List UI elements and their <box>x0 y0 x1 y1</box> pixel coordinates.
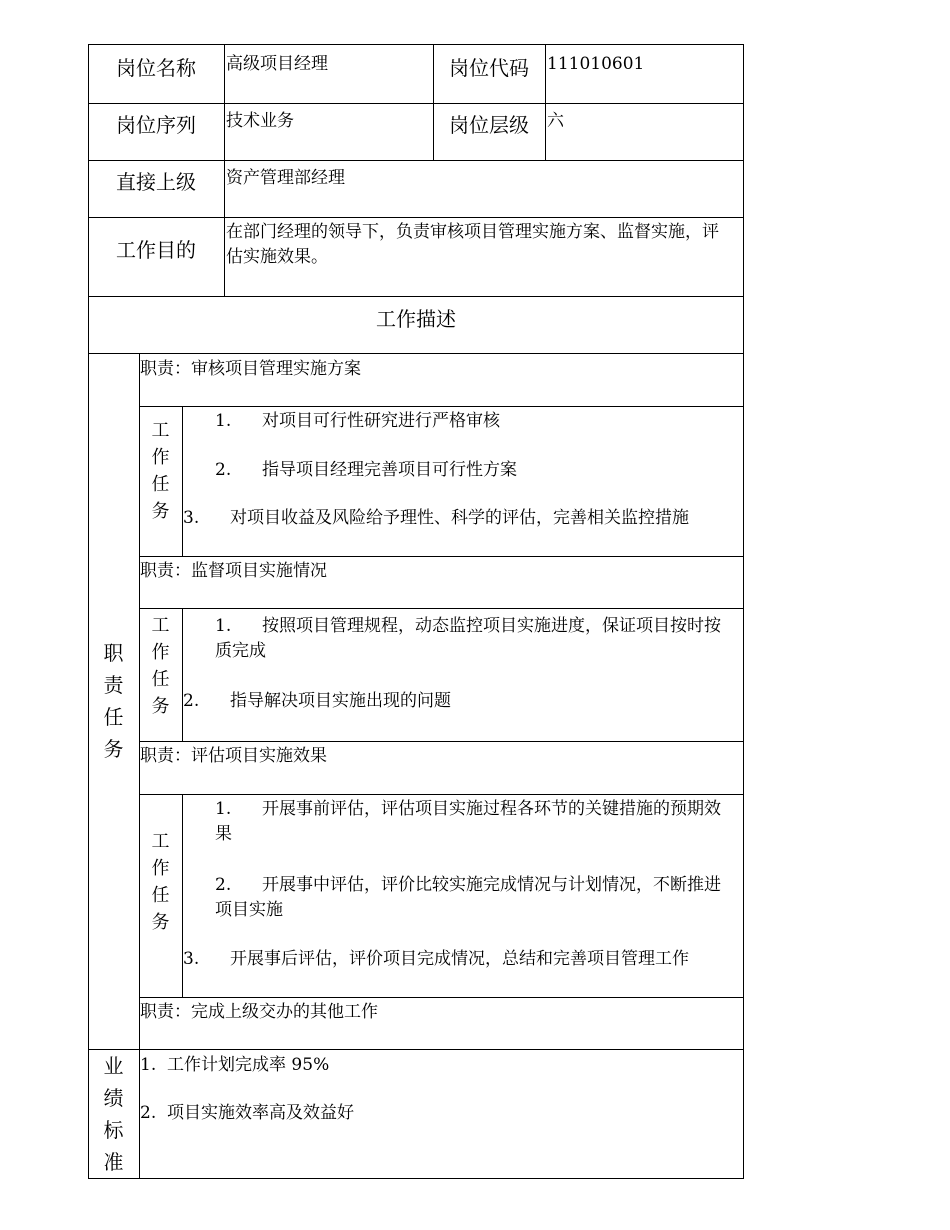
duties-label <box>88 353 139 1049</box>
task-number: 3. <box>183 949 200 969</box>
duty-title: 职责：评估项目实施效果 <box>140 746 327 766</box>
row-divider <box>88 296 744 297</box>
task-number: 2. <box>215 460 232 480</box>
task-text: 指导项目经理完善项目可行性方案 <box>262 460 517 480</box>
supervisor-value: 资产管理部经理 <box>226 168 345 188</box>
duties-label-char: 任 <box>103 705 124 729</box>
task-item <box>183 689 741 714</box>
task-label-char: 作 <box>151 642 170 663</box>
row-divider <box>88 160 744 161</box>
task-label <box>139 406 182 536</box>
duty-title: 职责：审核项目管理实施方案 <box>140 359 361 379</box>
task-number: 1. <box>215 799 232 819</box>
task-number: 2. <box>215 875 232 895</box>
row-divider <box>139 997 744 998</box>
position-name-label: 岗位名称 <box>116 56 196 80</box>
task-label-char: 务 <box>151 501 170 522</box>
task-number: 1. <box>215 616 232 636</box>
task-text: 开展事前评估，评估项目实施过程各环节的关键措施的预期效果 <box>215 799 721 844</box>
task-item <box>215 458 735 483</box>
task-item <box>183 947 741 972</box>
performance-label <box>88 1049 139 1179</box>
col-divider <box>182 406 183 556</box>
task-label-char: 作 <box>151 447 170 468</box>
row-divider <box>88 103 744 104</box>
performance-label-char: 业 <box>103 1054 124 1078</box>
task-label-char: 务 <box>151 912 170 933</box>
row-divider <box>88 353 744 354</box>
position-level-value: 六 <box>547 111 564 131</box>
duty-title: 职责：完成上级交办的其他工作 <box>140 1002 378 1022</box>
row-divider <box>139 406 744 407</box>
row-divider <box>139 741 744 742</box>
task-text: 按照项目管理规程，动态监控项目实施进度，保证项目按时按质完成 <box>215 616 721 661</box>
col-divider <box>182 608 183 741</box>
row-divider <box>139 556 744 557</box>
purpose-label: 工作目的 <box>116 238 196 262</box>
task-label-char: 务 <box>151 696 170 717</box>
task-label-char: 任 <box>151 885 170 906</box>
performance-item: 1. 工作计划完成率 95% <box>140 1055 330 1075</box>
task-label <box>139 608 182 724</box>
duties-label-char: 责 <box>103 673 124 697</box>
performance-label-char: 绩 <box>103 1086 124 1110</box>
performance-label-char: 标 <box>103 1118 124 1142</box>
task-number: 2. <box>183 691 200 711</box>
row-divider <box>88 217 744 218</box>
position-code-value: 111010601 <box>547 54 645 74</box>
task-label-char: 任 <box>151 669 170 690</box>
task-text: 开展事中评估，评价比较实施完成情况与计划情况，不断推进项目实施 <box>215 875 721 920</box>
task-label-char: 工 <box>151 831 170 852</box>
row-divider <box>139 608 744 609</box>
row-divider <box>88 1049 744 1050</box>
duties-label-char: 职 <box>103 641 124 665</box>
performance-label-char: 准 <box>103 1150 124 1174</box>
task-label-char: 工 <box>151 615 170 636</box>
position-level-label: 岗位层级 <box>449 113 529 137</box>
task-item <box>215 797 735 847</box>
task-text: 指导解决项目实施出现的问题 <box>230 691 451 711</box>
task-label-char: 作 <box>151 858 170 879</box>
col-divider <box>224 44 225 296</box>
purpose-value: 在部门经理的领导下，负责审核项目管理实施方案、监督实施，评估实施效果。 <box>226 222 719 267</box>
task-item <box>215 873 735 923</box>
position-name-value: 高级项目经理 <box>226 54 328 74</box>
task-item <box>215 409 735 434</box>
position-code-label: 岗位代码 <box>449 56 529 80</box>
row-divider <box>139 794 744 795</box>
col-divider <box>545 44 546 160</box>
position-series-label: 岗位序列 <box>116 113 196 137</box>
supervisor-label: 直接上级 <box>116 170 196 194</box>
description-title: 工作描述 <box>376 307 456 331</box>
duties-label-char: 务 <box>103 737 124 761</box>
task-text: 开展事后评估，评价项目完成情况，总结和完善项目管理工作 <box>230 949 689 969</box>
task-text: 对项目收益及风险给予理性、科学的评估，完善相关监控措施 <box>230 508 689 528</box>
task-number: 1. <box>215 411 232 431</box>
task-label-char: 任 <box>151 474 170 495</box>
task-item <box>183 506 741 531</box>
duty-title: 职责：监督项目实施情况 <box>140 561 327 581</box>
task-text: 对项目可行性研究进行严格审核 <box>262 411 500 431</box>
task-label <box>139 794 182 970</box>
task-label-char: 工 <box>151 420 170 441</box>
performance-item: 2. 项目实施效率高及效益好 <box>140 1103 355 1123</box>
position-series-value: 技术业务 <box>226 111 294 131</box>
task-number: 3. <box>183 508 200 528</box>
task-item <box>215 614 735 664</box>
